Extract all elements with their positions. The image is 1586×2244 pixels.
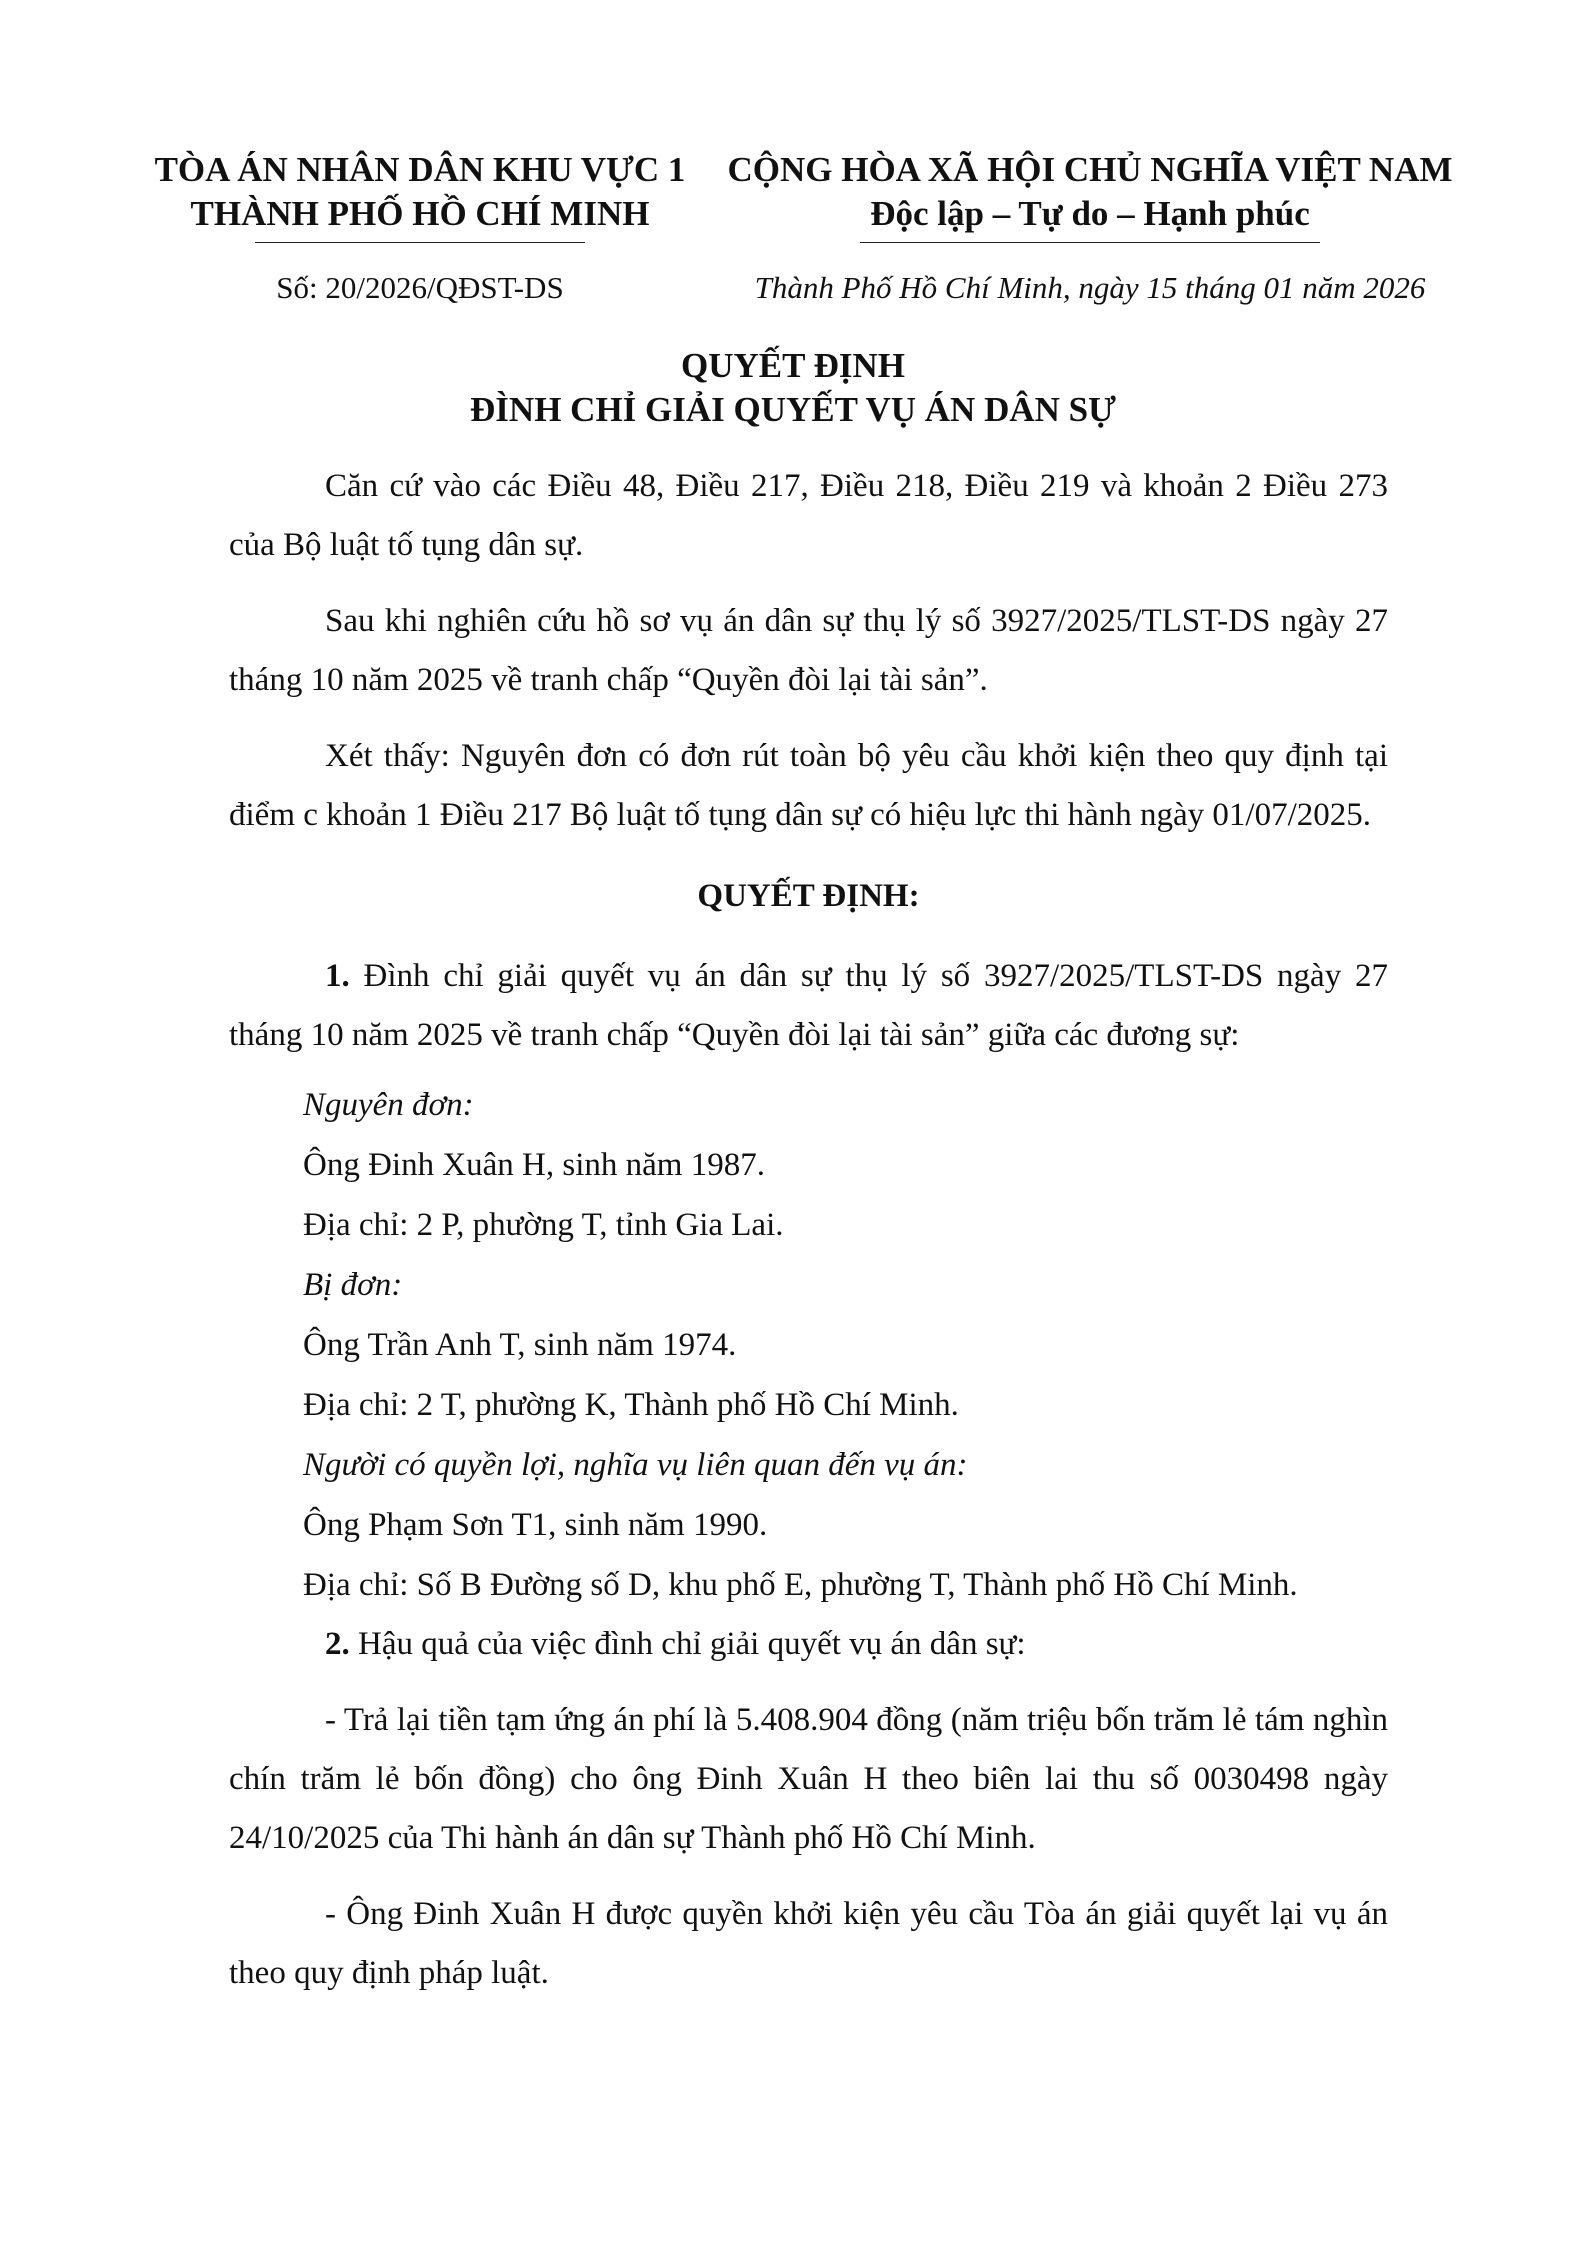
preamble-case-review: Sau khi nghiên cứu hồ sơ vụ án dân sự thụ lý số 3927/2025/TLST-DS ngày 27 tháng 10 năm 2025 về tranh chấp “Quyền đòi lại tài sản”. [229, 603, 1388, 698]
parties-list [229, 1075, 1388, 1615]
motto-underline [860, 242, 1320, 243]
decision-heading: QUYẾT ĐỊNH: [697, 878, 920, 914]
title-line1: QUYẾT ĐỊNH [681, 346, 905, 385]
court-header [140, 148, 700, 243]
document-body [229, 457, 1388, 2003]
item-2-text: Hậu quả của việc đình chỉ giải quyết vụ án dân sự: [349, 1626, 1026, 1662]
court-name-line2: THÀNH PHỐ HỒ CHÍ MINH [190, 194, 650, 233]
related-party-label: Người có quyền lợi, nghĩa vụ liên quan đến vụ án: [303, 1447, 968, 1483]
national-motto-header [715, 148, 1465, 243]
related-party-name: Ông Phạm Sơn T1, sinh năm 1990. [303, 1507, 768, 1543]
plaintiff-label: Nguyên đơn: [303, 1087, 474, 1123]
defendant-name: Ông Trần Anh T, sinh năm 1974. [303, 1327, 737, 1363]
place-and-date: Thành Phố Hồ Chí Minh, ngày 15 tháng 01 năm 2026 [754, 270, 1426, 305]
preamble-legal-basis: Căn cứ vào các Điều 48, Điều 217, Điều 218, Điều 219 và khoản 2 Điều 273 của Bộ luật tố tụng dân sự. [229, 468, 1388, 563]
plaintiff-name: Ông Đinh Xuân H, sinh năm 1987. [303, 1147, 765, 1183]
item-1-number: 1. [325, 958, 350, 994]
document-title [140, 344, 1446, 432]
consequence-refund: - Trả lại tiền tạm ứng án phí là 5.408.904 đồng (năm triệu bốn trăm lẻ tám nghìn chín trăm lẻ bốn đồng) cho ông Đinh Xuân H theo biên lai thu số 0030498 ngày 24/10/2025 của Thi hành án dân sự Thành phố Hồ Chí Minh. [229, 1702, 1388, 1856]
item-2-number: 2. [325, 1626, 350, 1662]
country-name: CỘNG HÒA XÃ HỘI CHỦ NGHĨA VIỆT NAM [727, 150, 1453, 189]
plaintiff-address: Địa chỉ: 2 P, phường T, tỉnh Gia Lai. [303, 1207, 784, 1243]
document-number: Số: 20/2026/QĐST-DS [276, 270, 564, 305]
court-header-underline [255, 242, 585, 243]
defendant-label: Bị đơn: [303, 1267, 403, 1303]
item-1-text: Đình chỉ giải quyết vụ án dân sự thụ lý số 3927/2025/TLST-DS ngày 27 tháng 10 năm 2025 về tranh chấp “Quyền đòi lại tài sản” giữa các đương sự: [229, 958, 1388, 1053]
decision-item-1 [229, 947, 1388, 1065]
national-motto: Độc lập – Tự do – Hạnh phúc [870, 194, 1310, 233]
title-line2: ĐÌNH CHỈ GIẢI QUYẾT VỤ ÁN DÂN SỰ [470, 390, 1116, 429]
decision-item-2 [229, 1615, 1388, 1674]
defendant-address: Địa chỉ: 2 T, phường K, Thành phố Hồ Chí Minh. [303, 1387, 959, 1423]
preamble-finding: Xét thấy: Nguyên đơn có đơn rút toàn bộ yêu cầu khởi kiện theo quy định tại điểm c khoản 1 Điều 217 Bộ luật tố tụng dân sự có hiệu lực thi hành ngày 01/07/2025. [229, 738, 1388, 833]
court-name-line1: TÒA ÁN NHÂN DÂN KHU VỰC 1 [154, 150, 686, 189]
related-party-address: Địa chỉ: Số B Đường số D, khu phố E, phường T, Thành phố Hồ Chí Minh. [303, 1567, 1298, 1603]
consequence-refile-right: - Ông Đinh Xuân H được quyền khởi kiện yêu cầu Tòa án giải quyết lại vụ án theo quy định pháp luật. [229, 1896, 1388, 1991]
